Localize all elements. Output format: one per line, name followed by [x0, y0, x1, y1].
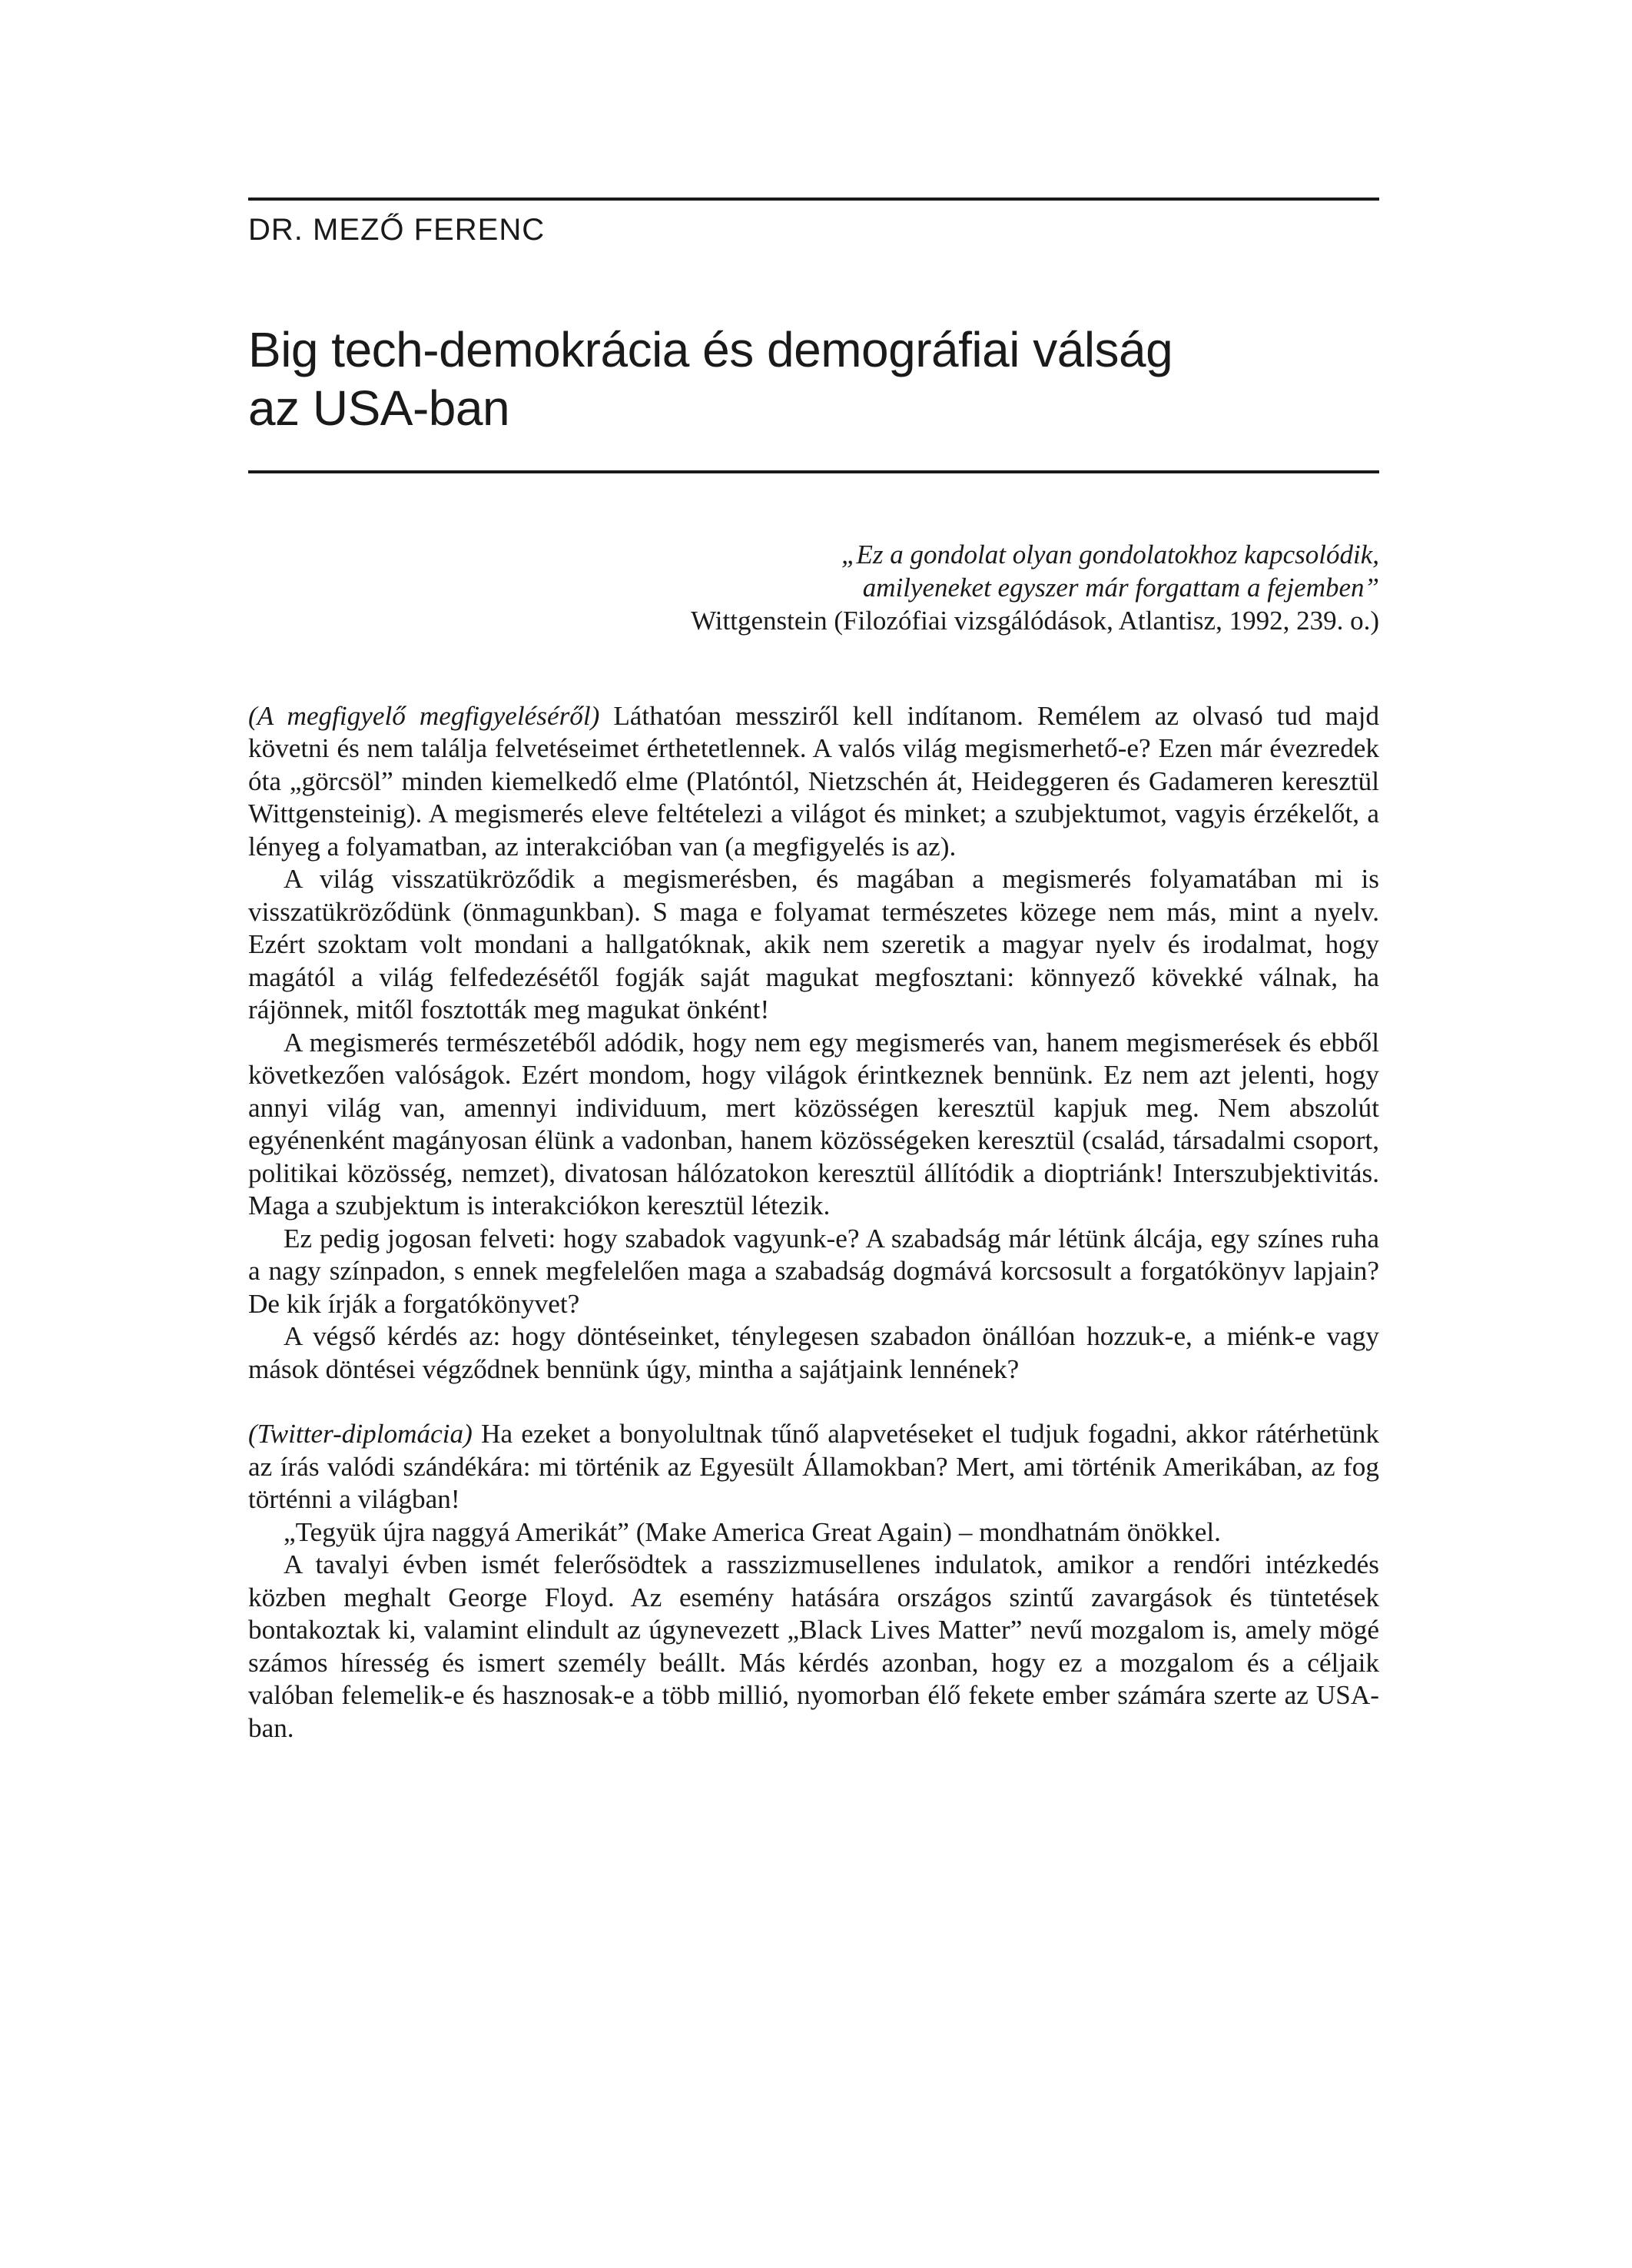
- paragraph: A világ visszatükröződik a megismerésben, és magában a megismerés folyamatában mi is visszatükröződünk (önmagunkban). S maga e folyamat természetes közege nem más, mint a nyelv. Ezért szoktam volt mondani a hallgatóknak, akik nem szeretik a magyar nyelv és irodalmat, hogy magától a világ felfedezésétől fogják saját magukat megfosztani: könnyező kövekké válnak, ha rájönnek, mitől fosztották meg magukat önként!: [248, 864, 1379, 1025]
- paragraph: [248, 1418, 1379, 1516]
- paragraph-text: Láthatóan messziről kell indítanom. Remélem az olvasó tud majd követni és nem találja felvetéseimet érthetetlennek. A valós világ megismerhető-e? Ezen már évezredek óta „görcsöl” minden kiemelkedő elme (Platóntól, Nietzschén át, Heideggeren és Gadameren keresztül Wittgensteinig). A megismerés eleve feltételezi a világot és minket; a szubjektumot, vagyis érzékelőt, a lényeg a folyamatban, az interakcióban van (a megfigyelés is az).: [248, 700, 1379, 862]
- section-lead: (Twitter-diplomácia): [248, 1419, 473, 1449]
- paragraph-text: Ha ezeket a bonyolultnak tűnő alapvetéseket el tudjuk fogadni, akkor rátérhetünk az írás valódi szándékára: mi történik az Egyesült Államokban? Mert, ami történik Amerikában, az fog történni a világban!: [248, 1419, 1379, 1515]
- section-observer: [248, 700, 1379, 1386]
- section-twitter-diplomacy: [248, 1418, 1379, 1745]
- paragraph: „Tegyük újra naggyá Amerikát” (Make America Great Again) – mondhatnám önökkel.: [284, 1516, 1221, 1547]
- epigraph-quote-line-2: amilyeneket egyszer már forgattam a fejemben”: [862, 572, 1379, 603]
- paragraph: A megismerés természetéből adódik, hogy nem egy megismerés van, hanem megismerések és ebből következően valóságok. Ezért mondom, hogy világok érintkeznek bennünk. Ez nem azt jelenti, hogy annyi világ van, amennyi individuum, mert közösségen keresztül kapjuk meg. Nem abszolút egyénenként magányosan élünk a vadonban, hanem közösségeken keresztül (család, társadalmi csoport, politikai közösség, nemzet), divatosan hálózatokon keresztül állítódik a dioptriánk! Interszubjektivitás. Maga a szubjektum is interakciókon keresztül létezik.: [248, 1027, 1379, 1221]
- title-line-2: az USA-ban: [248, 380, 510, 436]
- epigraph: [248, 538, 1379, 637]
- section-lead: (A megfigyelő megfigyeléséről): [248, 700, 600, 731]
- article-title: [248, 320, 1379, 437]
- article-page: [248, 198, 1379, 1745]
- paragraph: [248, 700, 1379, 864]
- title-rule: [248, 470, 1379, 473]
- epigraph-quote-line-1: „Ez a gondolat olyan gondolatokhoz kapcsolódik,: [841, 539, 1379, 569]
- epigraph-source: Wittgenstein (Filozófiai vizsgálódások, Atlantisz, 1992, 239. o.): [691, 605, 1379, 636]
- author-name: DR. MEZŐ FERENC: [248, 213, 546, 247]
- paragraph: A végső kérdés az: hogy döntéseinket, ténylegesen szabadon önállóan hozzuk-e, a miénk-e vagy mások döntései végződnek bennünk úgy, mintha a sajátjaink lennének?: [248, 1321, 1379, 1384]
- paragraph: Ez pedig jogosan felveti: hogy szabadok vagyunk-e? A szabadság már létünk álcája, egy színes ruha a nagy színpadon, s ennek megfelelően maga a szabadság dogmává korcsosult a forgatókönyv lapjain? De kik írják a forgatókönyvet?: [248, 1223, 1379, 1319]
- paragraph: A tavalyi évben ismét felerősödtek a rasszizmusellenes indulatok, amikor a rendőri intézkedés közben meghalt George Floyd. Az esemény hatására országos szintű zavargások és tüntetések bontakoztak ki, valamint elindult az úgynevezett „Black Lives Matter” nevű mozgalom is, amely mögé számos híresség és ismert személy beállt. Más kérdés azonban, hogy ez a mozgalom és a céljaik valóban felemelik-e és hasznosak-e a több millió, nyomorban élő fekete ember számára szerte az USA-ban.: [248, 1549, 1379, 1743]
- top-rule: [248, 198, 1379, 201]
- title-line-1: Big tech-demokrácia és demográfiai válság: [248, 322, 1173, 377]
